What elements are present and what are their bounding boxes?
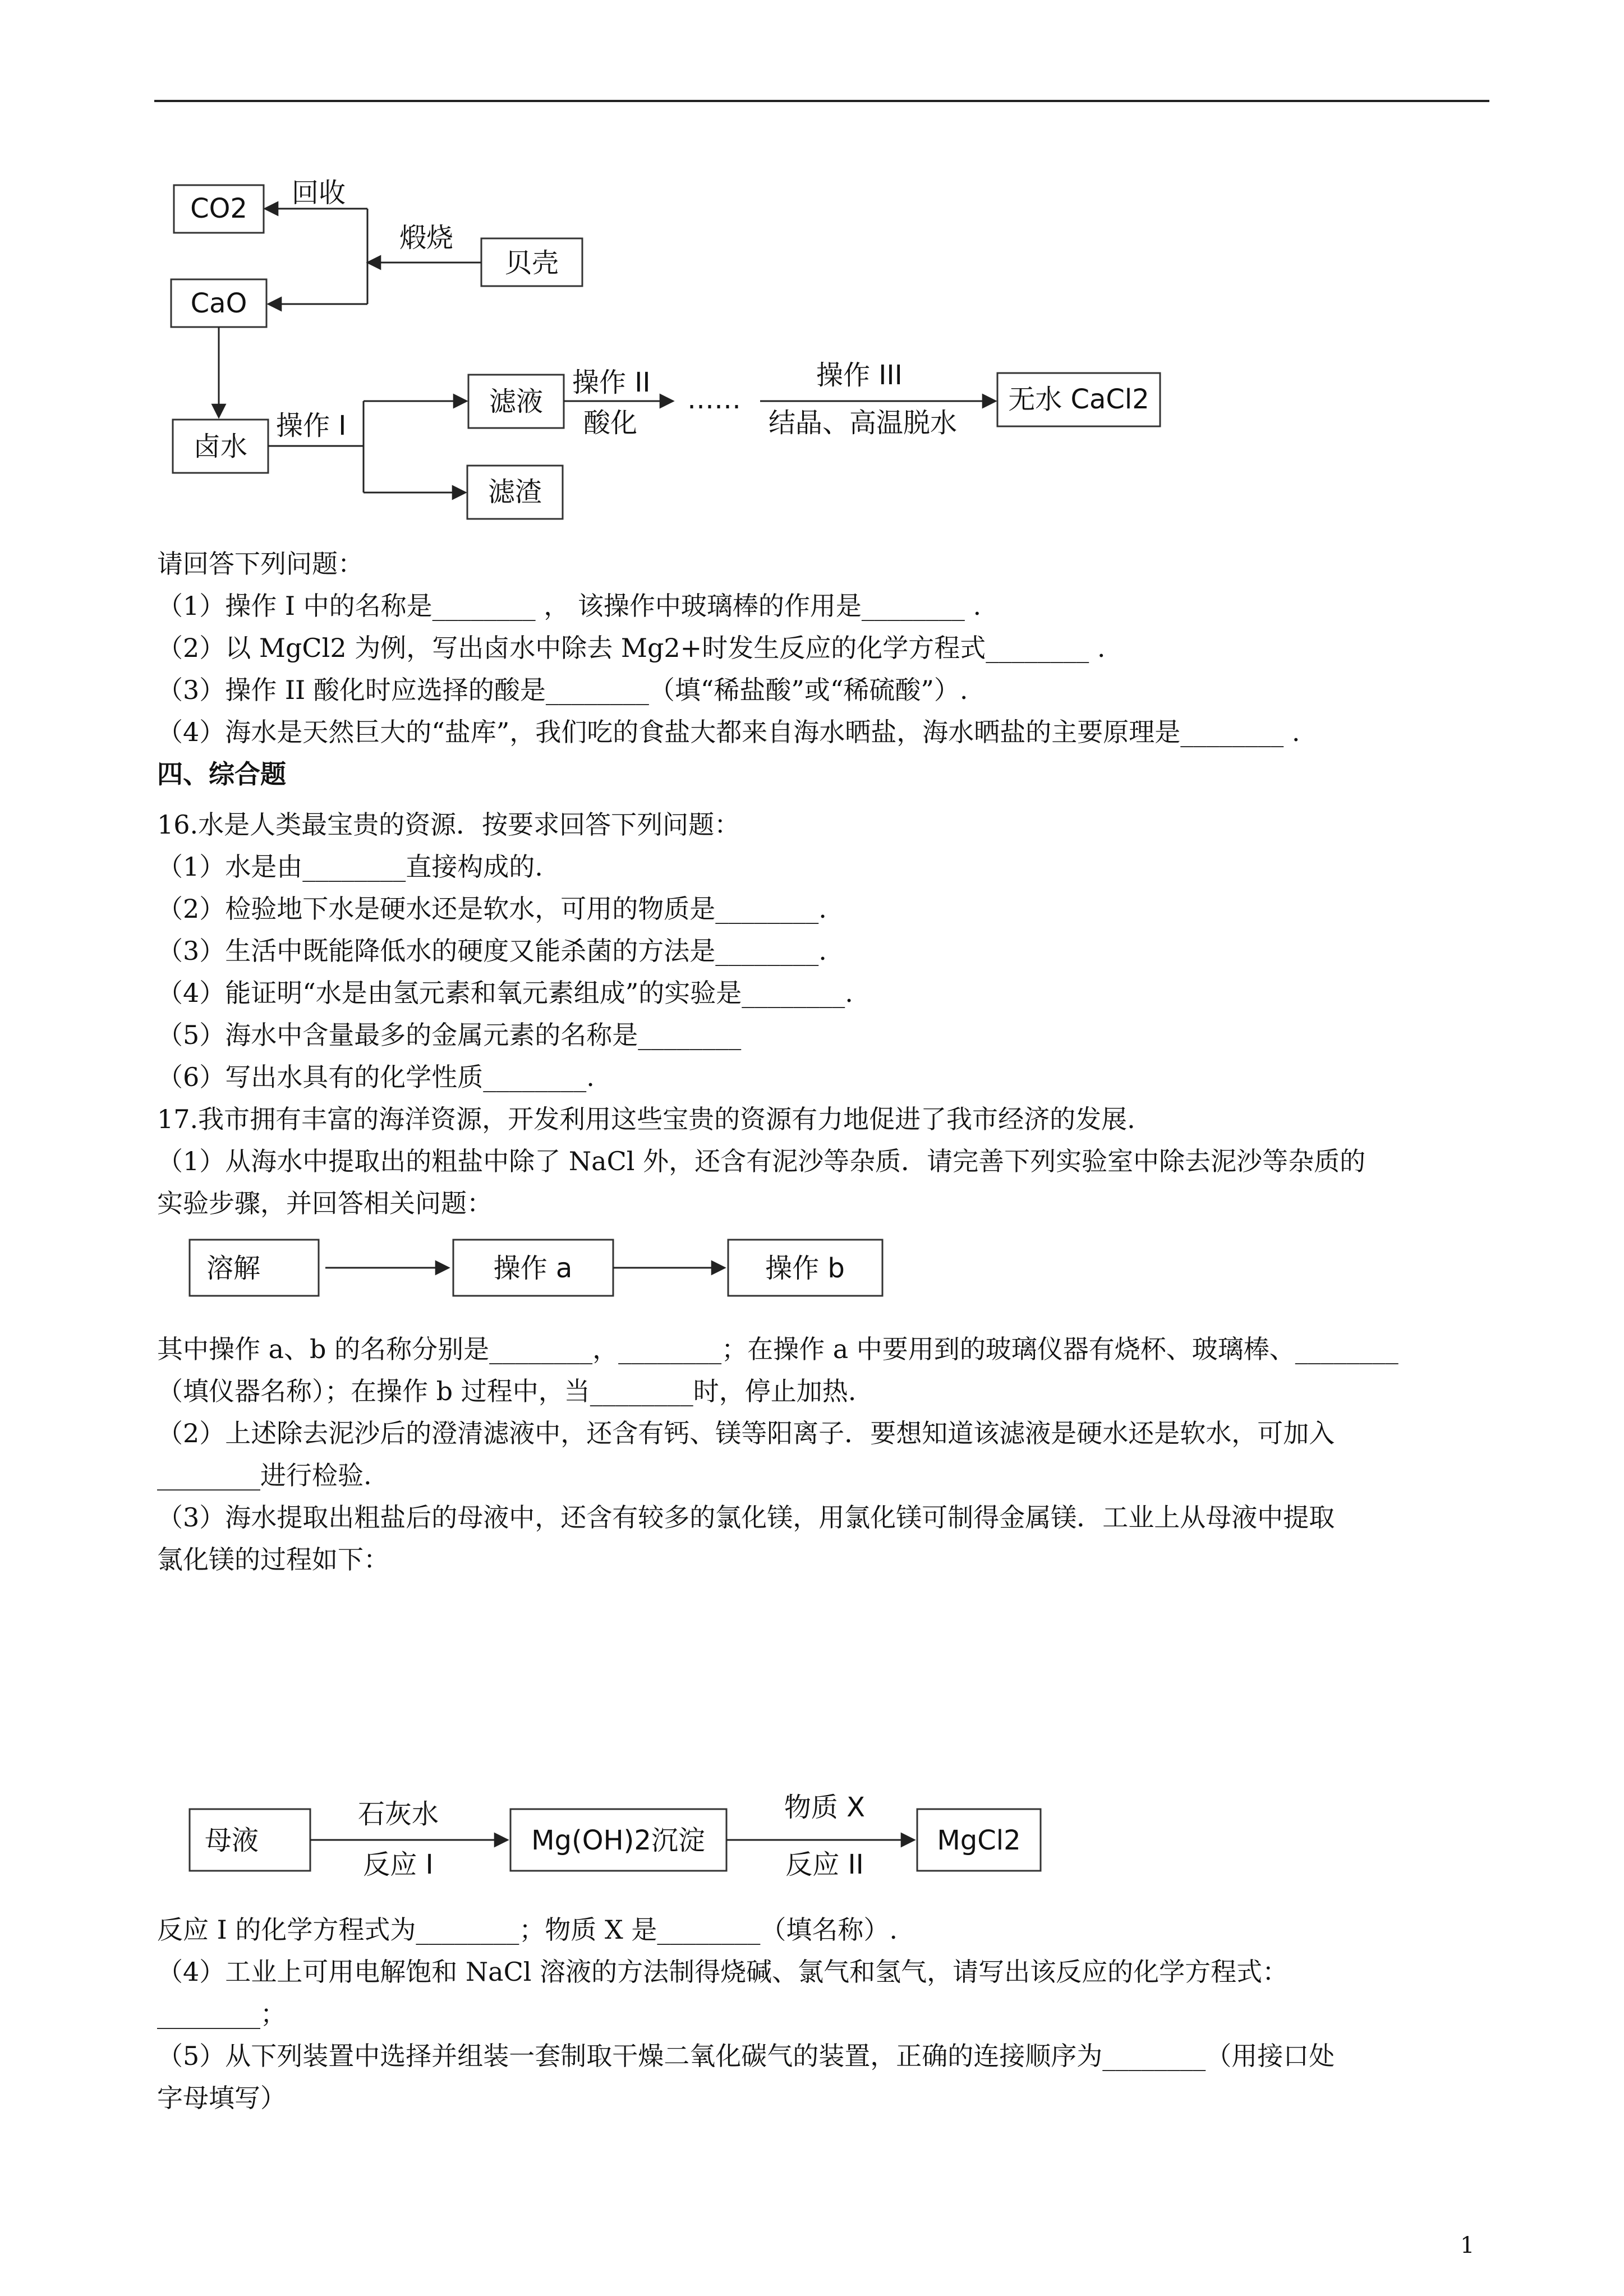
label-op1: 操作 I xyxy=(276,410,347,441)
flow-diagram-cacl2 xyxy=(0,0,1624,561)
q16-stem: 16.水是人类最宝贵的资源．按要求回答下列问题： xyxy=(157,809,740,840)
q17-part2-line1: （2）上述除去泥沙后的澄清滤液中，还含有钙、镁等阳离子．要想知道该滤液是硬水还是软水，可加入 xyxy=(157,1418,1335,1448)
label-reaction1: 反应 I xyxy=(363,1849,434,1880)
q17-part4-line2: ________； xyxy=(157,1999,286,2029)
q16-part5: （5）海水中含量最多的金属元素的名称是________ xyxy=(157,1020,742,1050)
q17-part4-line1: （4）工业上可用电解饱和 NaCl 溶液的方法制得烧碱、氯气和氢气，请写出该反应的化学方程式： xyxy=(157,1957,1289,1987)
label-brine: 卤水 xyxy=(193,431,248,462)
flow-diagram-purify xyxy=(0,1223,1624,1324)
label-cryst: 结晶、高温脱水 xyxy=(769,407,958,439)
label-cao: CaO xyxy=(190,288,247,319)
label-dots: …… xyxy=(687,384,741,415)
q17-part1-line3: 其中操作 a、b 的名称分别是________，________；在操作 a 中要用到的玻璃仪器有烧杯、玻璃棒、________ xyxy=(157,1334,1398,1364)
q16-part3: （3）生活中既能降低水的硬度又能杀菌的方法是________. xyxy=(157,936,827,966)
q17-part1-line1: （1）从海水中提取出的粗盐中除了 NaCl 外，还含有泥沙等杂质．请完善下列实验室中除去泥沙等杂质的 xyxy=(157,1146,1366,1176)
q17-part5-line1: （5）从下列装置中选择并组装一套制取干燥二氧化碳气的装置，正确的连接顺序为________（用接口处 xyxy=(157,2041,1335,2071)
label-mother-liquor: 母液 xyxy=(205,1825,259,1856)
label-dissolve: 溶解 xyxy=(206,1253,261,1284)
q17-part3-line2: 氯化镁的过程如下： xyxy=(157,1544,389,1575)
q17-stem: 17.我市拥有丰富的海洋资源，开发利用这些宝贵的资源有力地促进了我市经济的发展. xyxy=(157,1104,1135,1134)
label-mgoh2: Mg(OH)2沉淀 xyxy=(531,1825,705,1856)
label-op2: 操作 II xyxy=(572,367,651,398)
flow-diagram-mgcl2 xyxy=(0,1784,1624,1907)
q15-part4: （4）海水是天然巨大的“盐库”，我们吃的食盐大都来自海水晒盐，海水晒盐的主要原理是________ . xyxy=(157,717,1300,747)
q16-part6: （6）写出水具有的化学性质________. xyxy=(157,1062,595,1092)
label-recover: 回收 xyxy=(292,177,346,209)
label-filtrate: 滤液 xyxy=(489,386,544,417)
label-substance-x: 物质 X xyxy=(784,1792,866,1823)
q16-part2: （2）检验地下水是硬水还是软水，可用的物质是________. xyxy=(157,894,827,924)
q17-part1-line2: 实验步骤，并回答相关问题： xyxy=(157,1188,493,1218)
q15-part2: （2）以 MgCl2 为例，写出卤水中除去 Mg2+时发生反应的化学方程式________ . xyxy=(157,633,1106,663)
q15-part3: （3）操作 II 酸化时应选择的酸是________（填“稀盐酸”或“稀硫酸”）. xyxy=(157,675,968,705)
label-shell: 贝壳 xyxy=(504,247,559,279)
q17-part2-line2: ________进行检验. xyxy=(157,1460,372,1490)
label-op-b: 操作 b xyxy=(765,1253,845,1284)
label-mgcl2: MgCl2 xyxy=(937,1825,1021,1856)
q17-part3-line1: （3）海水提取出粗盐后的母液中，还含有较多的氯化镁，用氯化镁可制得金属镁．工业上从母液中提取 xyxy=(157,1502,1335,1533)
label-lime-water: 石灰水 xyxy=(357,1798,439,1830)
q17-part3-line3: 反应 I 的化学方程式为________；物质 X 是________（填名称）. xyxy=(157,1915,898,1945)
q17-part1-line4: （填仪器名称）；在操作 b 过程中，当________时，停止加热. xyxy=(157,1376,857,1406)
label-acidify: 酸化 xyxy=(583,407,638,439)
label-op3: 操作 III xyxy=(816,360,903,391)
label-reaction2: 反应 II xyxy=(785,1849,864,1880)
section-heading: 四、综合题 xyxy=(157,759,286,789)
label-cacl2: 无水 CaCl2 xyxy=(1008,384,1149,415)
label-calcine: 煅烧 xyxy=(399,222,454,254)
label-co2: CO2 xyxy=(190,193,247,224)
label-op-a: 操作 a xyxy=(493,1253,573,1284)
page-number: 1 xyxy=(1460,2233,1475,2258)
q16-part4: （4）能证明“水是由氢元素和氧元素组成”的实验是________. xyxy=(157,978,853,1008)
q15-intro: 请回答下列问题： xyxy=(157,549,364,579)
label-residue: 滤渣 xyxy=(487,476,542,508)
q17-part5-line2: 字母填写） xyxy=(157,2083,286,2113)
q16-part1: （1）水是由________直接构成的. xyxy=(157,852,543,882)
q15-part1: （1）操作 I 中的名称是________ ， 该操作中玻璃棒的作用是________ . xyxy=(157,591,982,621)
